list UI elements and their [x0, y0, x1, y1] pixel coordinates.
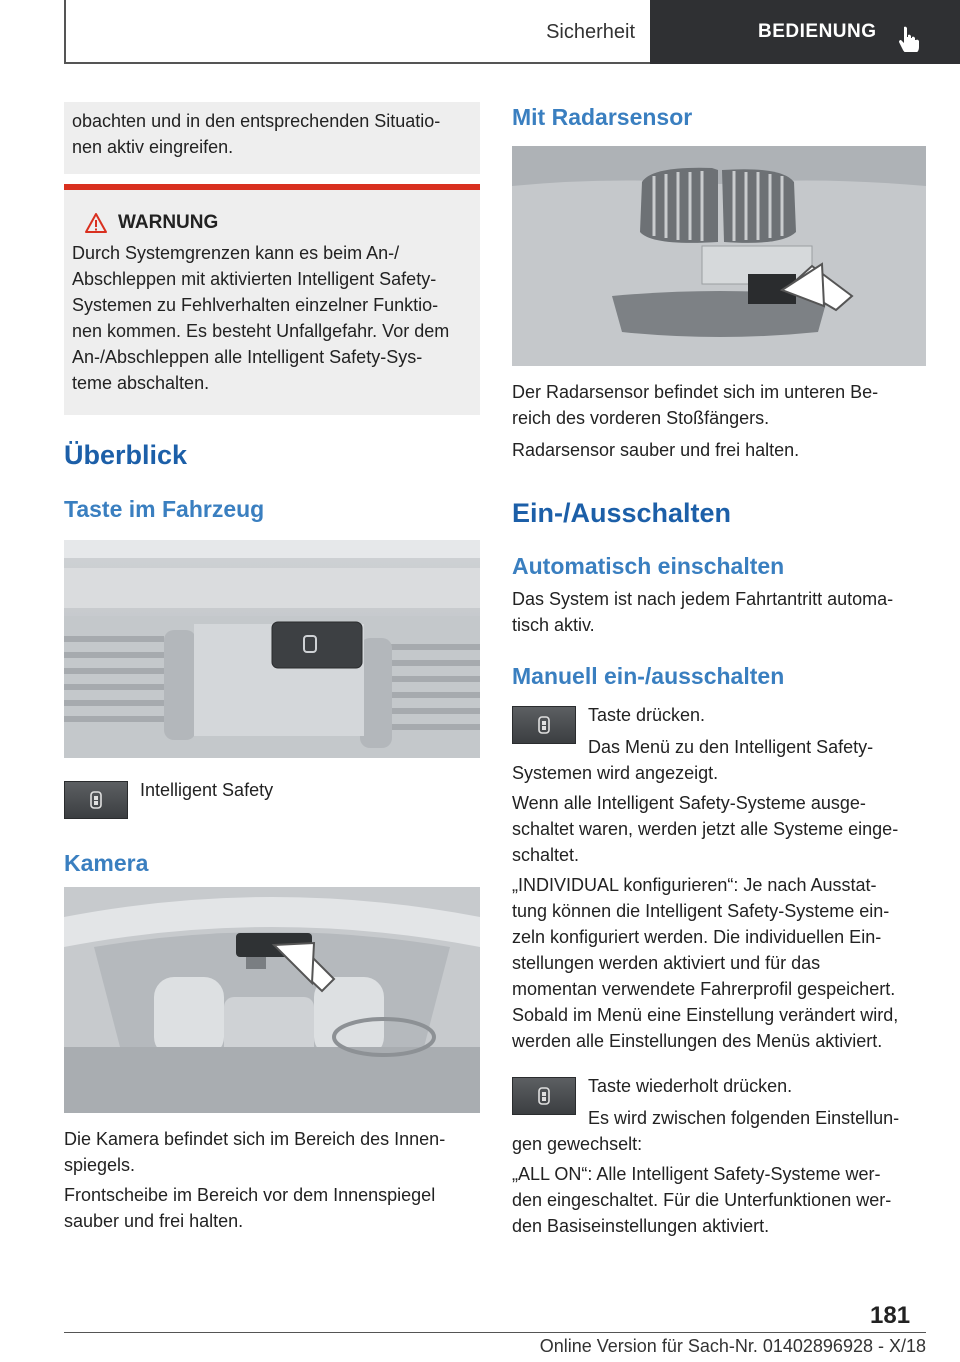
radar-line: reich des vorderen Stoßfängers. — [512, 408, 770, 428]
radar-clean-text: Radarsensor sauber und frei halten. — [512, 440, 800, 460]
auto-line: tisch aktiv. — [512, 615, 595, 635]
individual-line: tung können die Intelligent Safety-Systeme ein- — [512, 901, 890, 921]
note-line: obachten und in den entsprechenden Situatio- — [72, 111, 441, 131]
safety-button-image-2 — [512, 1077, 576, 1115]
individual-line: momentan verwendete Fahrerprofil gespeichert. — [512, 979, 896, 999]
header-chapter-label: BEDIENUNG — [758, 21, 877, 42]
warning-line: Abschleppen mit aktivierten Intelligent Safety- — [72, 269, 437, 289]
heading-on-off: Ein-/Ausschalten — [512, 498, 732, 528]
intelligent-safety-icon — [537, 716, 551, 734]
individual-line: Sobald im Menü eine Einstellung verändert wird, — [512, 1005, 899, 1025]
camera-clean-line: Frontscheibe im Bereich vor dem Innenspiegel — [64, 1185, 436, 1205]
warning-header — [84, 210, 472, 236]
individual-text — [512, 872, 898, 1054]
front-bumper-illustration — [512, 146, 926, 366]
dashboard-button-image — [64, 540, 480, 758]
menu-text-line2: Systemen wird angezeigt. — [512, 763, 719, 783]
warning-triangle-icon — [84, 212, 108, 234]
camera-line: spiegels. — [64, 1155, 136, 1175]
page-number: 181 — [870, 1302, 911, 1329]
heading-radar: Mit Radarsensor — [512, 104, 693, 130]
heading-manual: Manuell ein-/ausschalten — [512, 663, 785, 689]
online-version-text: Online Version für Sach-Nr. 01402896928 - X/18 — [539, 1336, 926, 1356]
warning-title: WARNUNG — [118, 212, 219, 233]
camera-location-text — [64, 1126, 445, 1178]
press-again-text: Taste wiederholt drücken. — [588, 1076, 793, 1096]
press-button-text: Taste drücken. — [588, 705, 706, 725]
auto-text — [512, 586, 893, 638]
all-on-line: den Basiseinstellungen aktiviert. — [512, 1216, 770, 1236]
warning-box — [64, 184, 480, 415]
dashboard-illustration — [64, 540, 480, 758]
all-off-line: schaltet. — [512, 845, 580, 865]
camera-clean-text — [64, 1182, 435, 1234]
car-interior-illustration — [64, 887, 480, 1113]
warning-line: teme abschalten. — [72, 373, 210, 393]
header-section-title: Sicherheit — [546, 20, 635, 43]
intelligent-safety-button-image — [64, 781, 128, 819]
camera-line: Die Kamera befindet sich im Bereich des Innen- — [64, 1129, 446, 1149]
intelligent-safety-icon — [537, 1087, 551, 1105]
camera-interior-image — [64, 887, 480, 1113]
intelligent-safety-icon — [89, 791, 103, 809]
all-off-line: Wenn alle Intelligent Safety-Systeme ausge- — [512, 793, 866, 813]
header-rule — [64, 62, 650, 64]
switch-text-line1: Es wird zwischen folgenden Einstellun- — [588, 1108, 900, 1128]
auto-line: Das System ist nach jedem Fahrtantritt automa- — [512, 589, 894, 609]
heading-camera: Kamera — [64, 850, 149, 876]
individual-line: stellungen werden aktiviert und für das — [512, 953, 821, 973]
camera-clean-line: sauber und frei halten. — [64, 1211, 244, 1231]
heading-button-in-vehicle: Taste im Fahrzeug — [64, 496, 265, 522]
radar-line: Der Radarsensor befindet sich im unteren Be- — [512, 382, 879, 402]
radar-location-text — [512, 379, 878, 431]
heading-automatic: Automatisch einschalten — [512, 553, 785, 579]
warning-line: nen kommen. Es besteht Unfallgefahr. Vor dem — [72, 321, 450, 341]
button-label: Intelligent Safety — [140, 780, 274, 800]
heading-overview: Überblick — [64, 440, 188, 470]
warning-line: Systemen zu Fehlverhalten einzelner Funktio- — [72, 295, 439, 315]
all-on-line: den eingeschaltet. Für die Unterfunktionen wer- — [512, 1190, 892, 1210]
all-on-line: „ALL ON“: Alle Intelligent Safety-Systeme wer- — [512, 1164, 881, 1184]
warning-line: Durch Systemgrenzen kann es beim An-/ — [72, 243, 400, 263]
hand-pointer-icon — [898, 26, 920, 52]
switch-text-line2: gen gewechselt: — [512, 1134, 643, 1154]
individual-line: werden alle Einstellungen des Menüs aktiviert. — [512, 1031, 883, 1051]
individual-line: „INDIVIDUAL konfigurieren“: Je nach Ausstat- — [512, 875, 877, 895]
note-line: nen aktiv eingreifen. — [72, 137, 234, 157]
continued-note-box — [64, 102, 480, 174]
all-on-text — [512, 1161, 891, 1239]
footer-rule — [64, 1332, 926, 1333]
menu-text-line1: Das Menü zu den Intelligent Safety- — [588, 737, 874, 757]
safety-button-image-1 — [512, 706, 576, 744]
all-off-line: schaltet waren, werden jetzt alle Systeme einge- — [512, 819, 899, 839]
individual-line: zeln konfiguriert werden. Die individuellen Ein- — [512, 927, 882, 947]
warning-line: An-/Abschleppen alle Intelligent Safety-Sys- — [72, 347, 423, 367]
all-off-text — [512, 790, 898, 868]
radar-sensor-image — [512, 146, 926, 366]
